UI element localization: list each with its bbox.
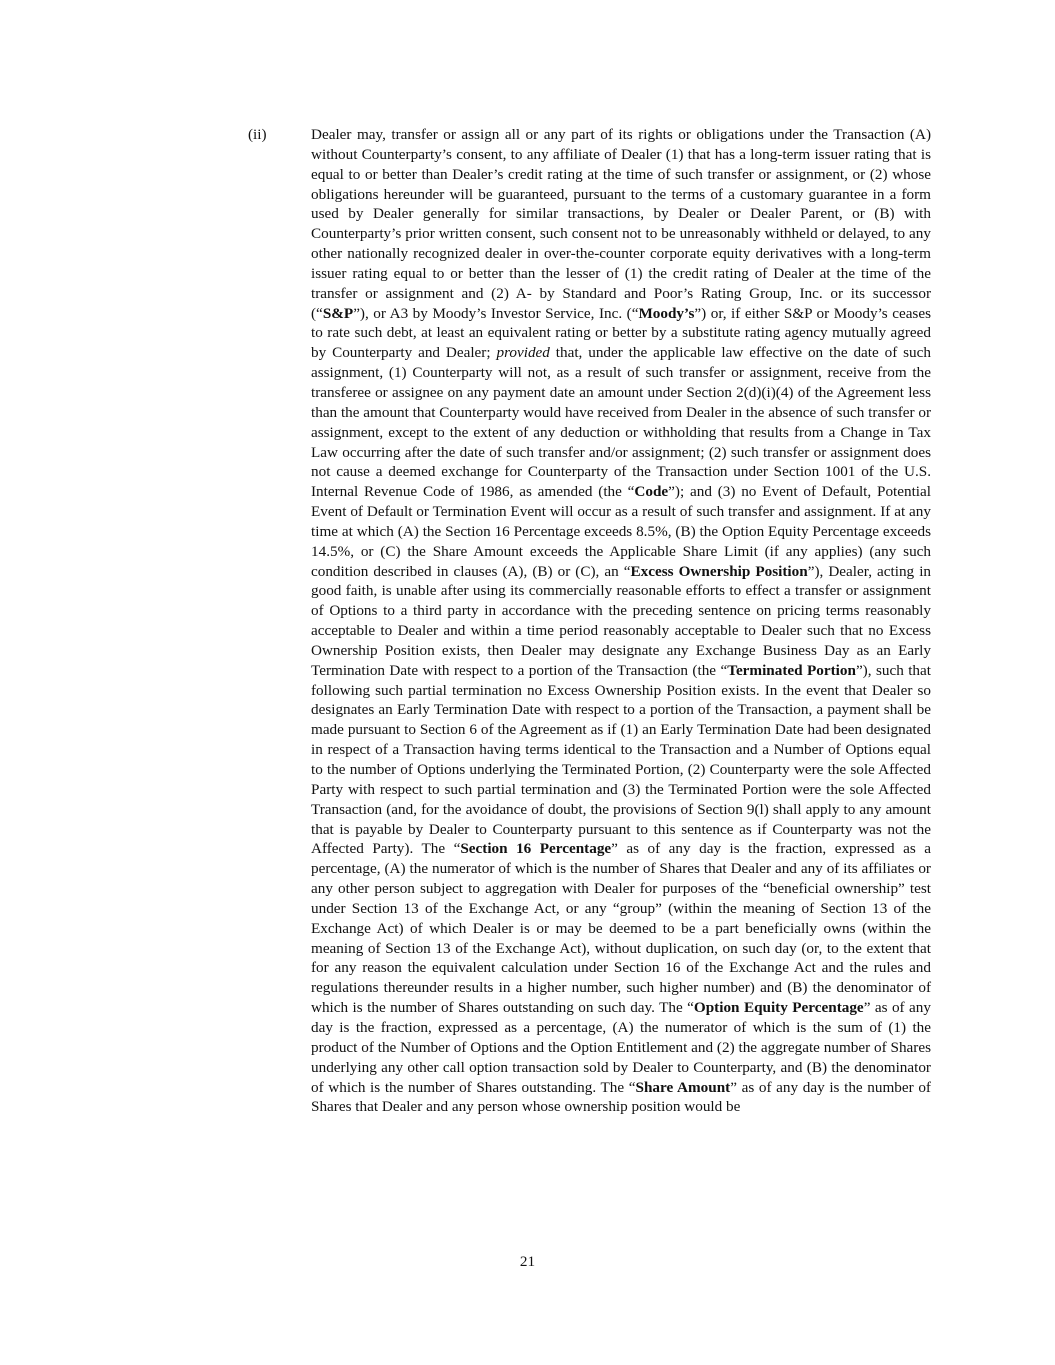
clause-paragraph — [311, 125, 931, 1117]
text-segment: ” as of any day is the fraction, expressed as a percentage, (A) the numerator of which is the number of Shares that Dealer and any of its affiliates or any other person subject to aggregation with Dealer for purposes of the “beneficial ownership” test under Section 13 of the Exchange Act, or any “group” (within the meaning of Section 13 of the Exchange Act) of which Dealer is or may be deemed to be a part beneficially owns (within the meaning of Section 13 of the Exchange Act), without duplication, on such day (or, to the extent that for any reason the equivalent calculation under Section 16 of the Exchange Act and the rules and regulations thereunder results in a higher number, such higher number) and (B) the denominator of which is the number of Shares outstanding on such day. The “ — [311, 840, 931, 1017]
defined-term: Terminated Portion — [727, 661, 856, 679]
text-segment: ”), or A3 by Moody’s Investor Service, Inc. (“ — [353, 304, 639, 322]
defined-term: Moody’s — [638, 304, 695, 322]
text-segment: ” as of any day is the fraction, expressed as a percentage, (A) the numerator of which is the sum of (1) the product of the Number of Options and the Option Entitlement and (2) the aggregate number of Shares underlying any other call option transaction sold by Dealer to Counterparty, and (B) the denominator of which is the number of Shares outstanding. The “ — [311, 999, 931, 1096]
defined-term: Section 16 Percentage — [460, 840, 612, 858]
text-segment: Dealer may, transfer or assign all or any part of its rights or obligations under the Transaction (A) without Counterparty’s consent, to any affiliate of Dealer (1) that has a long-term issuer rating that is equal to or better than Dealer’s credit rating at the time of such transfer or assignment, or (2) whose obligations hereunder will be guaranteed, pursuant to the terms of a customary guarantee in a form used by Dealer generally for similar transactions, by Dealer or Dealer Parent, or (B) with Counterparty’s prior written consent, such consent not to be unreasonably withheld or delayed, to any other nationally recognized dealer in over-the-counter corporate equity derivatives with a long-term issuer rating equal to or better than the lesser of (1) the credit rating of Dealer at the time of the transfer or assignment and (2) A- by Standard and Poor’s Rating Group, Inc. or its successor (“ — [311, 126, 931, 322]
text-segment: ”), Dealer, acting in good faith, is unable after using its commercially reasonable efforts to effect a transfer or assignment of Options to a third party in accordance with the preceding sentence on pricing terms reasonably acceptable to Dealer and within a time period reasonably acceptable to Dealer such that no Excess Ownership Position exists, then Dealer may designate any Exchange Business Day as an Early Termination Date with respect to a portion of the Transaction (the “ — [311, 562, 932, 679]
page-number: 21 — [519, 1253, 536, 1270]
defined-term: Excess Ownership Position — [630, 562, 808, 580]
text-segment: ”), such that following such partial termination no Excess Ownership Position exists. In the event that Dealer so designates an Early Termination Date with respect to a portion of the Transaction, a payment shall be made pursuant to Section 6 of the Agreement as if (1) an Early Termination Date had been designated in respect of a Transaction having terms identical to the Transaction and a Number of Options equal to the number of Options underlying the Terminated Portion, (2) Counterparty were the sole Affected Party with respect to such partial termination and (3) the Terminated Portion were the sole Affected Transaction (and, for the avoidance of doubt, the provisions of Section 9(l) shall apply to any amount that is payable by Dealer to Counterparty pursuant to this sentence as if Counterparty was not the Affected Party). The “ — [311, 661, 931, 858]
clause-number: (ii) — [248, 126, 267, 143]
text-segment: ” as of any day is the number of Shares that Dealer and any person whose ownership position would be — [311, 1078, 931, 1116]
text-segment: that, under the applicable law effective on the date of such assignment, (1) Counterparty will not, as a result of such transfer or assignment, receive from the transferee or assignee on any payment date an amount under Section 2(d)(i)(4) of the Agreement less than the amount that Counterparty would have received from Dealer in the absence of such transfer or assignment, except to the extent of any deduction or withholding that results from a Change in Tax Law occurring after the date of such transfer and/or assignment; (2) such transfer or assignment does not cause a deemed exchange for Counterparty of the Transaction under Section 1001 of the U.S. Internal Revenue Code of 1986, as amended (the “ — [311, 344, 931, 501]
text-segment: ”) or, if either S&P or Moody’s ceases to rate such debt, at least an equivalent rating or better by a substitute rating agency mutually agreed by Counterparty and Dealer; — [311, 304, 931, 362]
defined-term: Code — [634, 483, 669, 501]
emphasis-text: provided — [496, 344, 550, 362]
defined-term: Option Equity Percentage — [693, 999, 864, 1017]
defined-term: S&P — [322, 304, 354, 322]
defined-term: Share Amount — [635, 1078, 731, 1096]
text-segment: ”); and (3) no Event of Default, Potential Event of Default or Termination Event will occur as a result of such transfer and assignment. If at any time at which (A) the Section 16 Percentage exceeds 8.5%, (B) the Option Equity Percentage exceeds 14.5%, or (C) the Share Amount exceeds the Applicable Share Limit (if any applies) (any such condition described in clauses (A), (B) or (C), an “ — [311, 483, 931, 580]
